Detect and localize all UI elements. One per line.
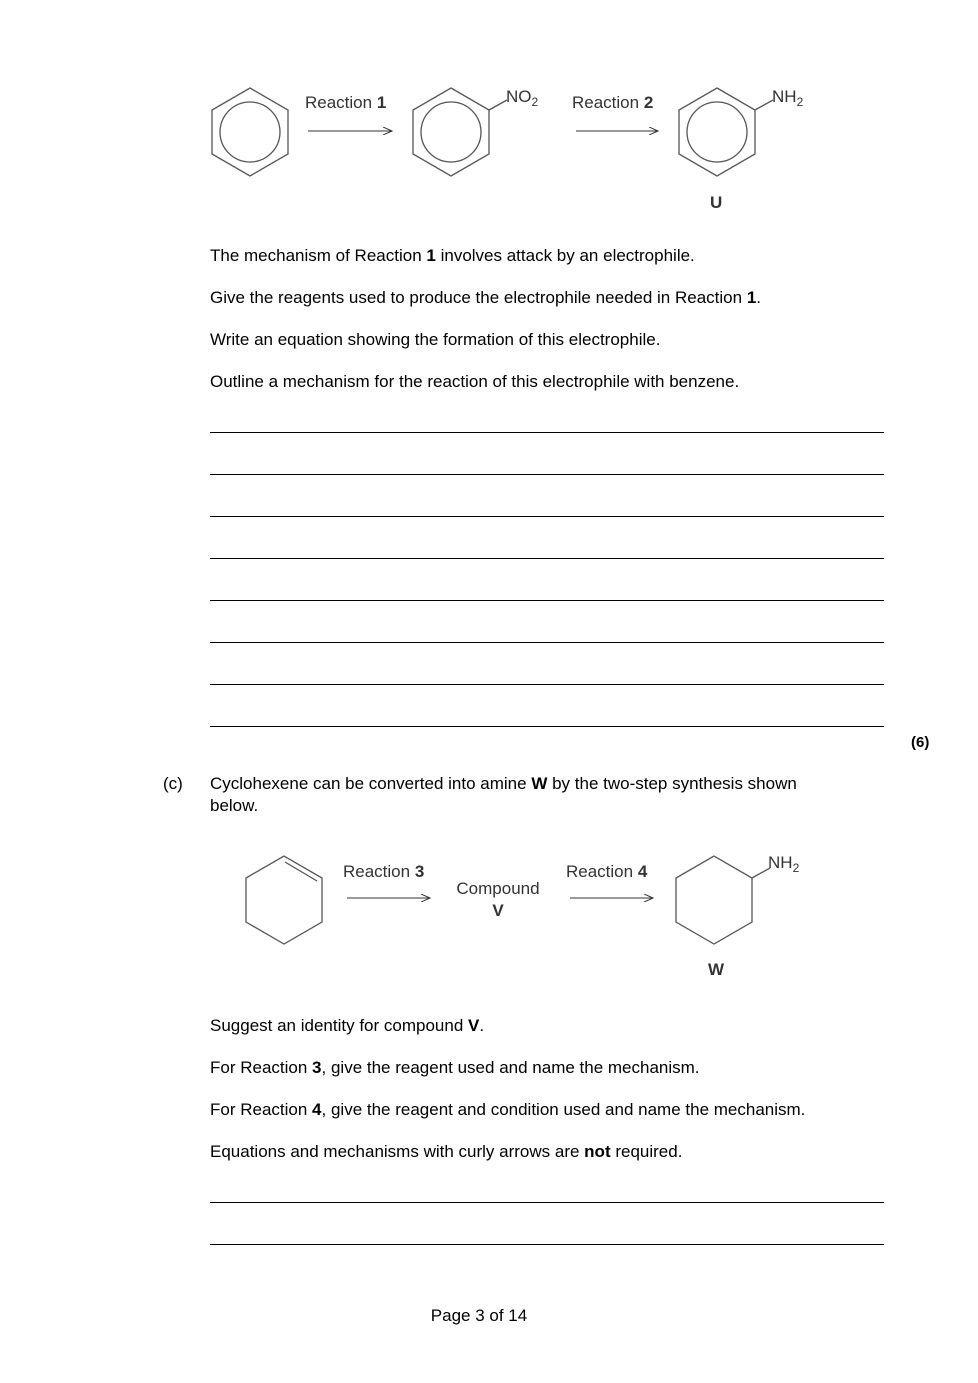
answer-line[interactable] bbox=[210, 1244, 884, 1245]
instruction-outline: Outline a mechanism for the reaction of this electrophile with benzene. bbox=[210, 372, 740, 391]
part-c-intro: Cyclohexene can be converted into amine W by the two-step synthesis shown bbox=[210, 774, 797, 793]
no2-group-label: $NO_2$ bbox=[506, 87, 539, 109]
instruction-reaction-4: For Reaction 4, give the reagent and condition used and name the mechanism. bbox=[210, 1100, 806, 1119]
reaction-4-label: Reaction 4 bbox=[566, 862, 648, 881]
instruction-identity-v: Suggest an identity for compound V. bbox=[210, 1016, 485, 1035]
cyclohexene-structure bbox=[246, 856, 322, 944]
reaction-3-label: Reaction 3 bbox=[343, 862, 425, 881]
instruction-mechanism: The mechanism of Reaction 1 involves attack by an electrophile. bbox=[210, 246, 695, 265]
nh2-group-label-w: $NH_2$ bbox=[768, 853, 800, 875]
reaction-scheme-1 bbox=[0, 70, 978, 220]
answer-line[interactable] bbox=[210, 516, 884, 517]
answer-line[interactable] bbox=[210, 726, 884, 727]
reaction-2-label: Reaction 2 bbox=[572, 93, 654, 112]
phenylamine-structure bbox=[679, 88, 773, 176]
compound-v-label: V bbox=[492, 901, 504, 920]
benzene-structure bbox=[212, 88, 288, 176]
page-number: Page 3 of 14 bbox=[430, 1306, 528, 1325]
answer-line[interactable] bbox=[210, 684, 884, 685]
compound-u-label: U bbox=[710, 193, 723, 212]
answer-line[interactable] bbox=[210, 600, 884, 601]
marks-label: (6) bbox=[911, 734, 930, 751]
answer-line[interactable] bbox=[210, 474, 884, 475]
answer-line[interactable] bbox=[210, 558, 884, 559]
instruction-reaction-3: For Reaction 3, give the reagent used and name the mechanism. bbox=[210, 1058, 700, 1077]
nh2-group-label: $NH_2$ bbox=[772, 87, 804, 109]
instruction-not-required: Equations and mechanisms with curly arrows are not required. bbox=[210, 1142, 683, 1161]
part-c-intro-cont: below. bbox=[210, 796, 259, 815]
answer-line[interactable] bbox=[210, 432, 884, 433]
answer-line[interactable] bbox=[210, 1202, 884, 1203]
compound-word-label: Compound bbox=[456, 879, 540, 898]
compound-w-label: W bbox=[708, 960, 725, 979]
instruction-reagents: Give the reagents used to produce the electrophile needed in Reaction 1. bbox=[210, 288, 762, 307]
answer-line[interactable] bbox=[210, 642, 884, 643]
instruction-equation: Write an equation showing the formation of this electrophile. bbox=[210, 330, 661, 349]
reaction-scheme-2 bbox=[0, 840, 978, 990]
nitrobenzene-structure bbox=[413, 88, 507, 176]
reaction-1-label: Reaction 1 bbox=[305, 93, 387, 112]
cyclohexylamine-structure bbox=[676, 856, 770, 944]
part-c-label: (c) bbox=[163, 774, 183, 793]
